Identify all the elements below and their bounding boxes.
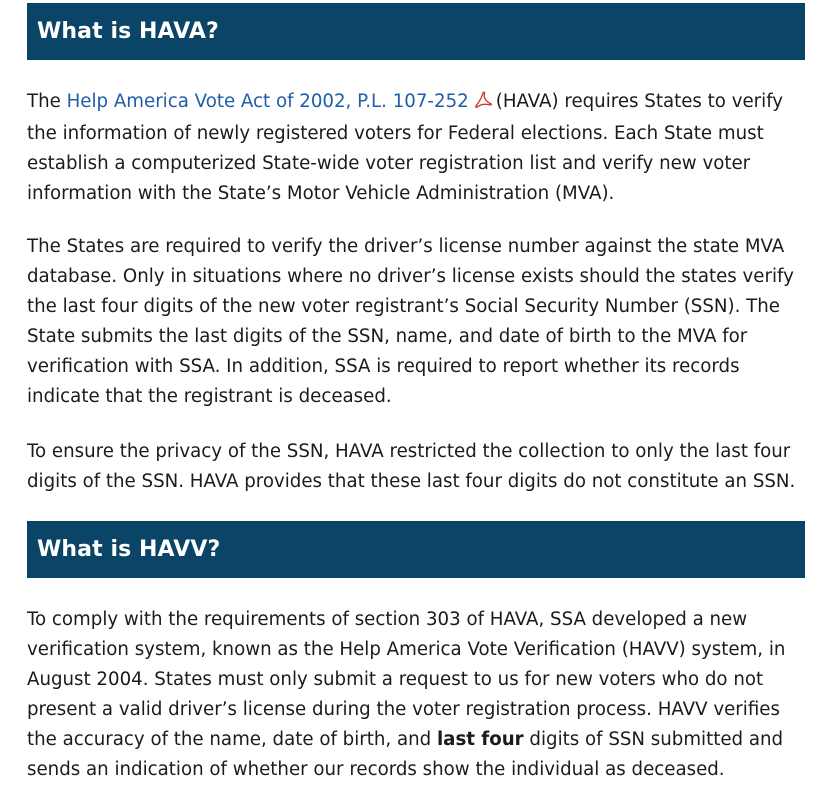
section-title-hava: What is HAVA? xyxy=(37,19,219,44)
havv-p1-lead: To comply with the requirements of section 303 of HAVA, SSA developed a new verification system, known as the Help America Vote Verification (HAVV) system, in August 2004. States must only submit a request to us for new voters who do not present a valid driver’s license during the voter registration process. HAVV verifies the accuracy of the name, date of birth, and xyxy=(27,609,786,750)
hava-paragraph-3: To ensure the privacy of the SSN, HAVA restricted the collection to only the last four digits of the SSN. HAVA provides that these last four digits do not constitute an SSN. xyxy=(27,441,796,492)
hava-paragraph-1 xyxy=(27,87,805,209)
hava-act-link[interactable]: Help America Vote Act of 2002, P.L. 107-252 xyxy=(66,91,469,112)
havv-paragraph-1 xyxy=(27,605,805,785)
section-title-havv: What is HAVV? xyxy=(37,537,221,562)
hava-p1-rest: (HAVA) requires States to verify the information of newly registered voters for Federal elections. Each State must establish a computerized State-wide voter registration list and verify new voter information with the State’s Motor Vehicle Administration (MVA). xyxy=(27,91,784,204)
section-header-havv xyxy=(27,521,805,578)
havv-p1-rest: digits of SSN submitted and sends an indication of whether our records show the individual as deceased. xyxy=(27,729,784,780)
pdf-icon[interactable] xyxy=(473,89,493,119)
section-header-hava xyxy=(27,3,805,60)
hava-paragraph-2: The States are required to verify the driver’s license number against the state MVA database. Only in situations where no driver’s license exists should the states verify the last four digits of the new voter registrant’s Social Security Number (SSN). The State submits the last digits of the SSN, name, and date of birth to the MVA for verification with SSA. In addition, SSA is required to report whether its records indicate that the registrant is deceased. xyxy=(27,236,794,407)
hava-p1-lead: The xyxy=(27,91,67,112)
havv-p1-bold: last four xyxy=(436,729,524,750)
